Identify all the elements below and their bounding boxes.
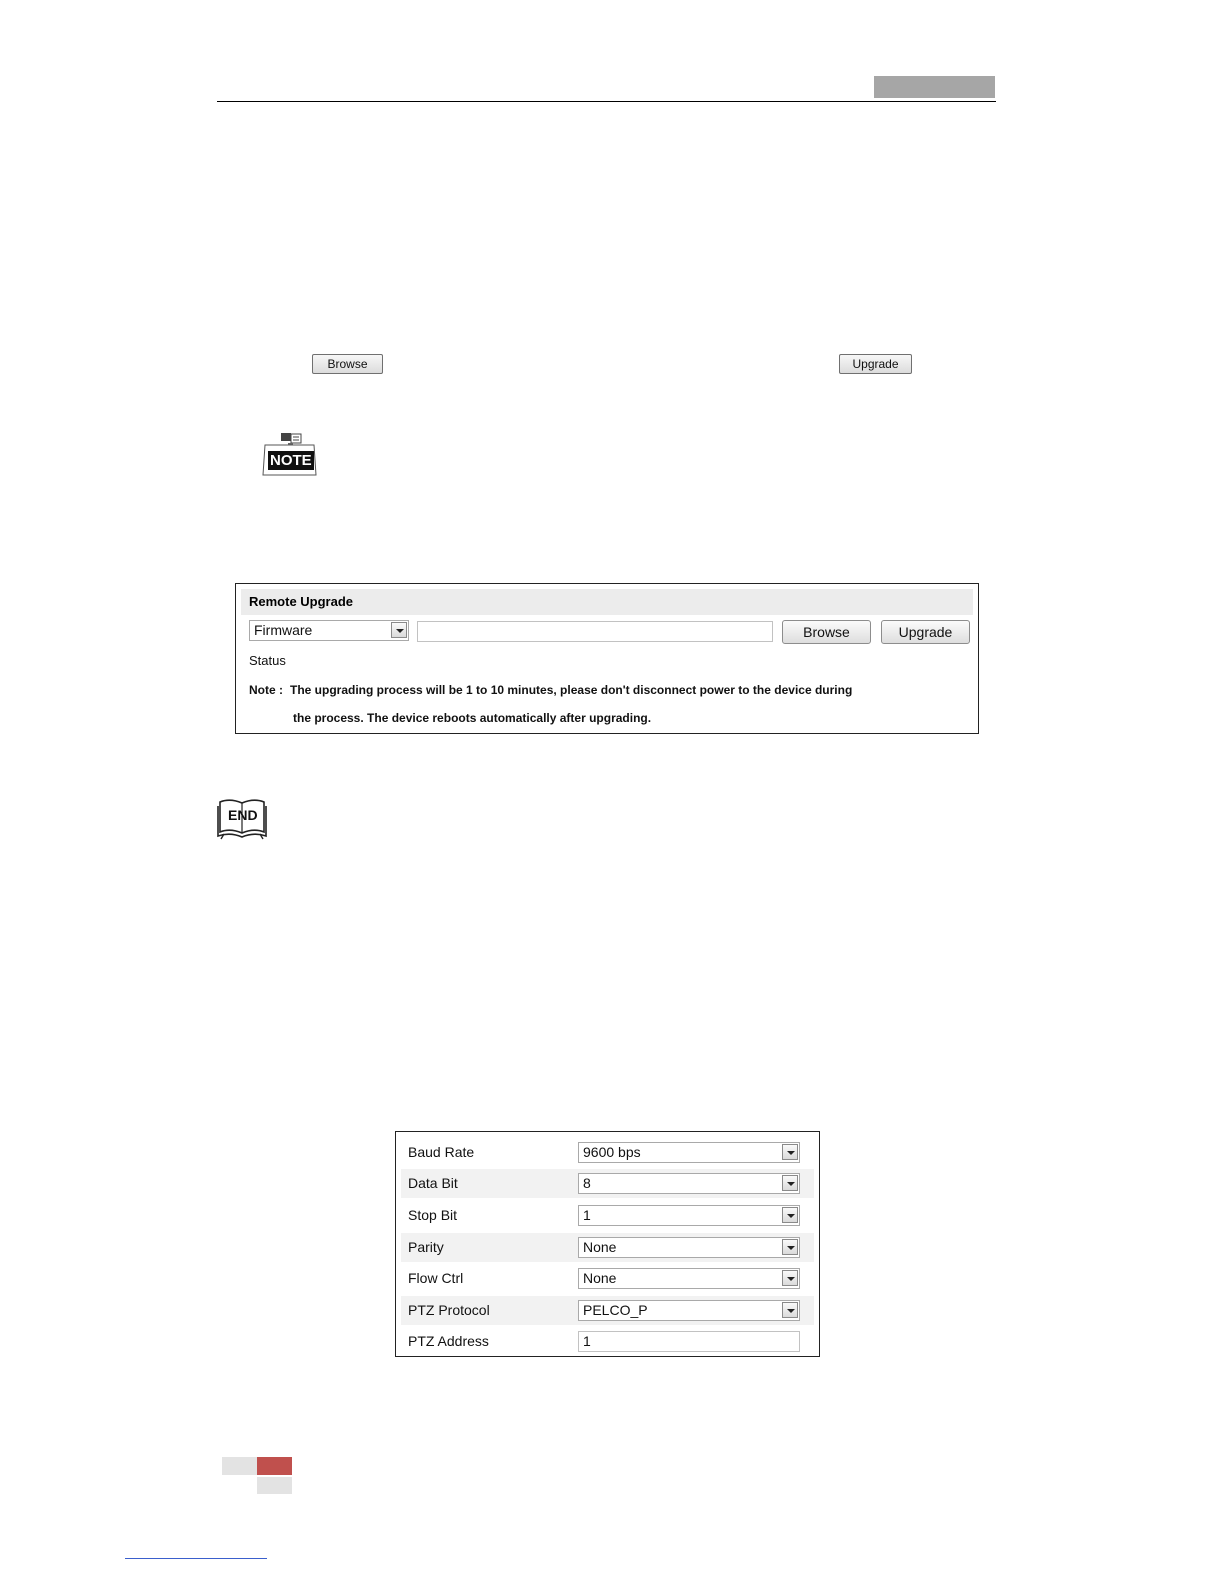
chevron-down-icon[interactable]	[782, 1144, 798, 1160]
upgrade-type-value: Firmware	[254, 622, 313, 638]
upgrade-button-inline[interactable]: Upgrade	[839, 354, 912, 374]
parity-value: None	[583, 1239, 617, 1255]
flow-ctrl-label: Flow Ctrl	[408, 1270, 464, 1286]
note-prefix: Note :	[249, 683, 283, 697]
settings-row-data-bit	[401, 1169, 814, 1198]
flow-ctrl-value: None	[583, 1270, 617, 1286]
settings-row-flow-ctrl	[401, 1264, 814, 1293]
data-bit-label: Data Bit	[408, 1175, 458, 1191]
chevron-down-icon[interactable]	[782, 1207, 798, 1223]
settings-row-ptz-protocol	[401, 1296, 814, 1325]
upgrade-button[interactable]: Upgrade	[881, 620, 970, 644]
baud-rate-label: Baud Rate	[408, 1144, 475, 1160]
ptz-address-input[interactable]: 1	[578, 1331, 800, 1352]
browse-button-inline[interactable]: Browse	[312, 354, 383, 374]
footer-link-underline	[125, 1558, 267, 1559]
panel-title: Remote Upgrade	[241, 589, 973, 615]
footer-grey-block	[222, 1457, 257, 1475]
stop-bit-select[interactable]	[578, 1205, 800, 1226]
parity-label: Parity	[408, 1239, 444, 1255]
chevron-down-icon[interactable]	[782, 1302, 798, 1318]
ptz-protocol-select[interactable]	[578, 1300, 800, 1321]
settings-row-ptz-address	[401, 1327, 814, 1356]
stop-bit-label: Stop Bit	[408, 1207, 458, 1223]
footer-accent-block	[257, 1457, 292, 1475]
ptz-protocol-label: PTZ Protocol	[408, 1302, 490, 1318]
baud-rate-select[interactable]	[578, 1142, 800, 1163]
settings-row-baud-rate	[401, 1138, 814, 1167]
upgrade-type-select[interactable]	[249, 620, 409, 641]
flow-ctrl-select[interactable]	[578, 1268, 800, 1289]
settings-row-stop-bit	[401, 1201, 814, 1230]
note-icon-label: NOTE	[270, 452, 312, 469]
end-book-icon	[216, 796, 268, 840]
parity-select[interactable]	[578, 1237, 800, 1258]
status-label: Status	[249, 653, 286, 668]
ptz-protocol-value: PELCO_P	[583, 1302, 648, 1318]
data-bit-value: 8	[583, 1175, 591, 1191]
baud-rate-value: 9600 bps	[583, 1144, 641, 1160]
file-path-input[interactable]	[417, 621, 773, 642]
note-line-1: The upgrading process will be 1 to 10 minutes, please don't disconnect power to the device during	[290, 683, 853, 697]
end-icon-label: END	[228, 807, 258, 823]
chevron-down-icon[interactable]	[782, 1175, 798, 1191]
settings-row-parity	[401, 1233, 814, 1262]
header-tab	[874, 76, 995, 98]
note-icon	[262, 431, 318, 477]
serial-settings-panel	[395, 1131, 820, 1357]
chevron-down-icon[interactable]	[782, 1270, 798, 1286]
footer-grey-block-lower	[257, 1477, 292, 1494]
header-rule	[217, 101, 996, 102]
browse-button[interactable]: Browse	[782, 620, 871, 644]
chevron-down-icon[interactable]	[782, 1239, 798, 1255]
remote-upgrade-panel	[235, 583, 979, 734]
note-line-2: the process. The device reboots automatically after upgrading.	[293, 711, 652, 725]
ptz-address-label: PTZ Address	[408, 1333, 489, 1349]
chevron-down-icon[interactable]	[391, 622, 407, 638]
stop-bit-value: 1	[583, 1207, 591, 1223]
data-bit-select[interactable]	[578, 1173, 800, 1194]
